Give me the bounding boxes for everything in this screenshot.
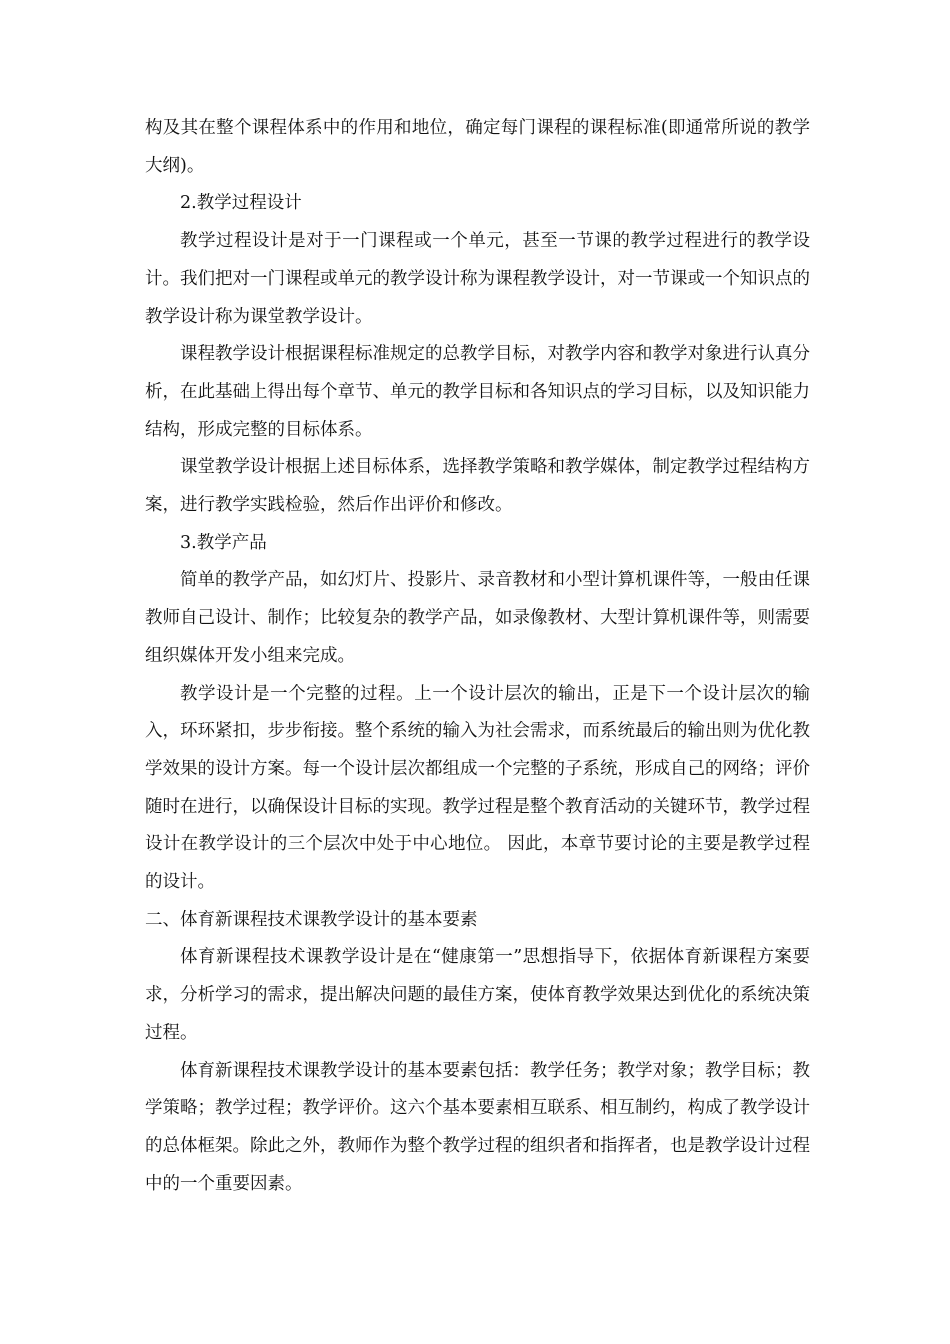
paragraph-design-process: 教学设计是一个完整的过程。上一个设计层次的输出，正是下一个设计层次的输入，环环紧扣，步步衔接。整个系统的输入为社会需求，而系统最后的输出则为优化教学效果的设计方案。每一个设计层次都组成一个完整的子系统，形成自己的网络；评价随时在进行，以确保设计目标的实现。教学过程是整个教育活动的关键环节，教学过程设计在教学设计的三个层次中处于中心地位。 因此，本章节要讨论的主要是教学过程的设计。 [145,683,810,893]
paragraph-teaching-products: 简单的教学产品，如幻灯片、投影片、录音教材和小型计算机课件等，一般由任课教师自己设计、制作；比较复杂的教学产品，如录像教材、大型计算机课件等，则需要组织媒体开发小组来完成。 [145,570,810,666]
section-heading-basic-elements: 二、体育新课程技术课教学设计的基本要素 [145,909,478,930]
subheading-teaching-products: 3.教学产品 [180,532,267,553]
paragraph-continuation: 构及其在整个课程体系中的作用和地位，确定每门课程的课程标准(即通常所说的教学大纲)。 [145,118,810,176]
paragraph-course-design: 课程教学设计根据课程标准规定的总教学目标，对教学内容和教学对象进行认真分析，在此基础上得出每个章节、单元的教学目标和各知识点的学习目标，以及知识能力结构，形成完整的目标体系。 [145,344,810,440]
paragraph-pe-design-definition: 体育新课程技术课教学设计是在“健康第一”思想指导下，依据体育新课程方案要求，分析学习的需求，提出解决问题的最佳方案，使体育教学效果达到优化的系统决策过程。 [145,947,810,1043]
paragraph-process-design-definition: 教学过程设计是对于一门课程或一个单元，甚至一节课的教学过程进行的教学设计。我们把对一门课程或单元的教学设计称为课程教学设计，对一节课或一个知识点的教学设计称为课堂教学设计。 [145,231,810,327]
document-page [145,110,810,1203]
paragraph-basic-elements: 体育新课程技术课教学设计的基本要素包括：教学任务；教学对象；教学目标；教学策略；教学过程；教学评价。这六个基本要素相互联系、相互制约，构成了教学设计的总体框架。除此之外，教师作为整个教学过程的组织者和指挥者，也是教学设计过程中的一个重要因素。 [145,1060,810,1194]
subheading-teaching-process-design: 2.教学过程设计 [180,193,302,214]
paragraph-classroom-design: 课堂教学设计根据上述目标体系，选择教学策略和教学媒体，制定教学过程结构方案，进行教学实践检验，然后作出评价和修改。 [145,457,810,516]
